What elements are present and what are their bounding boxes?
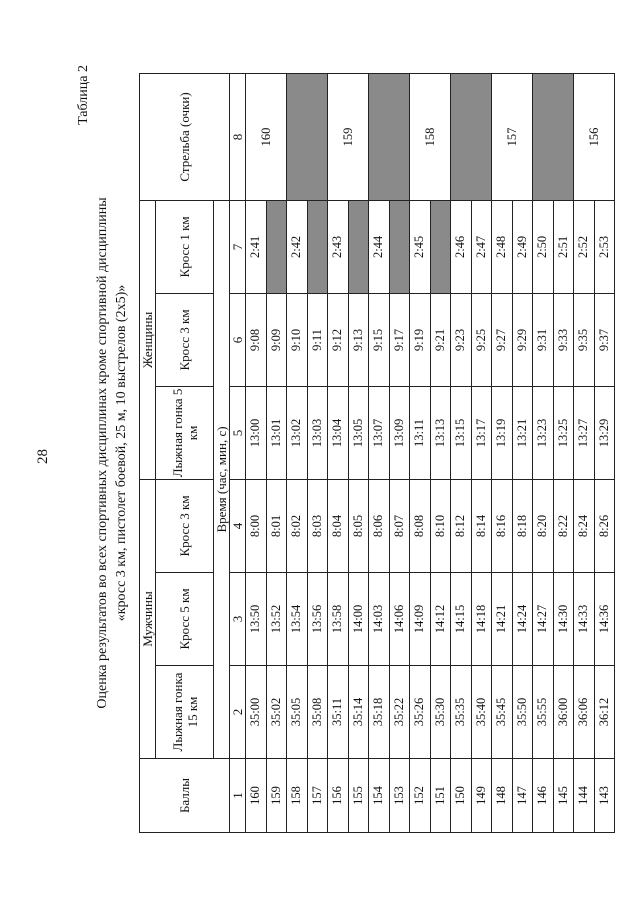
table-caption-line2: «кросс 3 км, пистолет боевой, 25 м, 10 выстрелов (2х5)» [114, 284, 129, 621]
ski-15km-cell: 35:55 [533, 665, 554, 758]
cross-1km-cell: 2:51 [553, 200, 574, 293]
shooting-points-cell [287, 73, 328, 200]
cross-5km-cell: 14:12 [430, 572, 451, 665]
cross-3km-women-cell: 9:19 [410, 293, 431, 386]
cross-3km-women-cell: 9:31 [533, 293, 554, 386]
ski-15km-cell: 35:30 [430, 665, 451, 758]
cross-3km-women-cell: 9:37 [594, 293, 615, 386]
header-cross-3km-women: Кросс 3 км [156, 293, 214, 386]
ski-5km-cell: 13:23 [533, 386, 554, 479]
ski-15km-cell: 35:02 [266, 665, 287, 758]
cross-1km-cell: 2:47 [471, 200, 492, 293]
points-cell: 152 [410, 758, 431, 832]
results-table [139, 73, 615, 833]
column-number: 8 [230, 73, 246, 200]
ski-15km-cell: 36:00 [553, 665, 574, 758]
cross-3km-women-cell: 9:33 [553, 293, 574, 386]
table-row [369, 73, 390, 832]
points-cell: 155 [348, 758, 369, 832]
ski-5km-cell: 13:15 [451, 386, 472, 479]
cross-3km-women-cell: 9:35 [574, 293, 595, 386]
points-cell: 146 [533, 758, 554, 832]
ski-5km-cell: 13:27 [574, 386, 595, 479]
cross-3km-men-cell: 8:01 [266, 479, 287, 572]
points-cell: 158 [287, 758, 308, 832]
header-cross-1km: Кросс 1 км [156, 200, 214, 293]
cross-1km-cell [307, 200, 328, 293]
points-cell: 143 [594, 758, 615, 832]
cross-3km-men-cell: 8:12 [451, 479, 472, 572]
cross-3km-women-cell: 9:27 [492, 293, 513, 386]
points-cell: 157 [307, 758, 328, 832]
cross-3km-women-cell: 9:12 [328, 293, 349, 386]
cross-1km-cell: 2:46 [451, 200, 472, 293]
header-ski-5km: Лыжная гонка 5 км [156, 386, 214, 479]
cross-5km-cell: 14:36 [594, 572, 615, 665]
ski-5km-cell: 13:09 [389, 386, 410, 479]
ski-5km-cell: 13:04 [328, 386, 349, 479]
cross-3km-men-cell: 8:00 [246, 479, 267, 572]
table-row [246, 73, 267, 832]
cross-5km-cell: 13:50 [246, 572, 267, 665]
cross-3km-women-cell: 9:11 [307, 293, 328, 386]
points-cell: 160 [246, 758, 267, 832]
column-number: 3 [230, 572, 246, 665]
ski-5km-cell: 13:05 [348, 386, 369, 479]
cross-5km-cell: 13:52 [266, 572, 287, 665]
shooting-points-cell [369, 73, 410, 200]
cross-3km-men-cell: 8:24 [574, 479, 595, 572]
column-number: 4 [230, 479, 246, 572]
cross-1km-cell: 2:45 [410, 200, 431, 293]
table-row [574, 73, 595, 832]
cross-3km-women-cell: 9:21 [430, 293, 451, 386]
cross-1km-cell [348, 200, 369, 293]
table-body [246, 73, 615, 832]
ski-15km-cell: 35:45 [492, 665, 513, 758]
cross-5km-cell: 13:54 [287, 572, 308, 665]
cross-1km-cell: 2:41 [246, 200, 267, 293]
ski-5km-cell: 13:21 [512, 386, 533, 479]
points-cell: 154 [369, 758, 390, 832]
points-cell: 156 [328, 758, 349, 832]
cross-5km-cell: 14:21 [492, 572, 513, 665]
cross-3km-women-cell: 9:25 [471, 293, 492, 386]
column-number-row [230, 73, 246, 832]
points-cell: 148 [492, 758, 513, 832]
ski-5km-cell: 13:13 [430, 386, 451, 479]
cross-5km-cell: 14:30 [553, 572, 574, 665]
ski-5km-cell: 13:02 [287, 386, 308, 479]
shooting-points-cell: 160 [246, 73, 287, 200]
cross-3km-men-cell: 8:02 [287, 479, 308, 572]
cross-5km-cell: 14:06 [389, 572, 410, 665]
column-number: 6 [230, 293, 246, 386]
table-row [492, 73, 513, 832]
cross-5km-cell: 14:18 [471, 572, 492, 665]
cross-1km-cell: 2:49 [512, 200, 533, 293]
cross-3km-men-cell: 8:04 [328, 479, 349, 572]
column-number: 5 [230, 386, 246, 479]
cross-5km-cell: 14:15 [451, 572, 472, 665]
ski-15km-cell: 35:05 [287, 665, 308, 758]
cross-3km-women-cell: 9:09 [266, 293, 287, 386]
cross-3km-men-cell: 8:05 [348, 479, 369, 572]
cross-1km-cell: 2:44 [369, 200, 390, 293]
ski-5km-cell: 13:17 [471, 386, 492, 479]
header-points: Баллы [140, 758, 230, 832]
cross-3km-women-cell: 9:23 [451, 293, 472, 386]
shooting-points-cell: 158 [410, 73, 451, 200]
ski-15km-cell: 35:26 [410, 665, 431, 758]
cross-5km-cell: 14:33 [574, 572, 595, 665]
table-row [410, 73, 431, 832]
ski-5km-cell: 13:25 [553, 386, 574, 479]
cross-3km-women-cell: 9:10 [287, 293, 308, 386]
ski-15km-cell: 36:12 [594, 665, 615, 758]
cross-3km-men-cell: 8:07 [389, 479, 410, 572]
cross-3km-women-cell: 9:17 [389, 293, 410, 386]
points-cell: 144 [574, 758, 595, 832]
cross-3km-women-cell: 9:15 [369, 293, 390, 386]
cross-1km-cell [430, 200, 451, 293]
ski-5km-cell: 13:01 [266, 386, 287, 479]
cross-5km-cell: 13:56 [307, 572, 328, 665]
header-time-unit: Время (час, мин, с) [214, 200, 230, 758]
cross-3km-women-cell: 9:29 [512, 293, 533, 386]
cross-3km-men-cell: 8:03 [307, 479, 328, 572]
header-men: Мужчины [140, 479, 156, 758]
cross-3km-men-cell: 8:06 [369, 479, 390, 572]
ski-15km-cell: 36:06 [574, 665, 595, 758]
shooting-points-cell: 157 [492, 73, 533, 200]
cross-1km-cell: 2:52 [574, 200, 595, 293]
cross-1km-cell: 2:42 [287, 200, 308, 293]
shooting-points-cell [533, 73, 574, 200]
cross-5km-cell: 14:24 [512, 572, 533, 665]
column-number: 2 [230, 665, 246, 758]
ski-15km-cell: 35:08 [307, 665, 328, 758]
cross-3km-men-cell: 8:16 [492, 479, 513, 572]
ski-15km-cell: 35:14 [348, 665, 369, 758]
cross-5km-cell: 13:58 [328, 572, 349, 665]
points-cell: 149 [471, 758, 492, 832]
header-cross-3km-men: Кросс 3 км [156, 479, 214, 572]
cross-1km-cell: 2:50 [533, 200, 554, 293]
cross-5km-cell: 14:27 [533, 572, 554, 665]
cross-3km-men-cell: 8:22 [553, 479, 574, 572]
ski-5km-cell: 13:29 [594, 386, 615, 479]
header-women: Женщины [140, 200, 156, 479]
ski-5km-cell: 13:03 [307, 386, 328, 479]
header-cross-5km: Кросс 5 км [156, 572, 214, 665]
points-cell: 151 [430, 758, 451, 832]
ski-15km-cell: 35:00 [246, 665, 267, 758]
cross-3km-men-cell: 8:18 [512, 479, 533, 572]
header-ski-15km: Лыжная гонка 15 км [156, 665, 214, 758]
cross-3km-men-cell: 8:26 [594, 479, 615, 572]
cross-5km-cell: 14:03 [369, 572, 390, 665]
ski-5km-cell: 13:00 [246, 386, 267, 479]
table-row [287, 73, 308, 832]
table-label: Таблица 2 [76, 64, 91, 125]
ski-15km-cell: 35:50 [512, 665, 533, 758]
ski-15km-cell: 35:40 [471, 665, 492, 758]
points-cell: 159 [266, 758, 287, 832]
points-cell: 153 [389, 758, 410, 832]
cross-5km-cell: 14:09 [410, 572, 431, 665]
page-number: 28 [35, 449, 51, 464]
cross-3km-women-cell: 9:08 [246, 293, 267, 386]
shooting-points-cell: 159 [328, 73, 369, 200]
header-shooting: Стрельба (очки) [140, 73, 230, 200]
ski-5km-cell: 13:19 [492, 386, 513, 479]
points-cell: 147 [512, 758, 533, 832]
ski-15km-cell: 35:11 [328, 665, 349, 758]
shooting-points-cell [451, 73, 492, 200]
cross-5km-cell: 14:00 [348, 572, 369, 665]
ski-5km-cell: 13:11 [410, 386, 431, 479]
cross-1km-cell [389, 200, 410, 293]
ski-15km-cell: 35:18 [369, 665, 390, 758]
ski-5km-cell: 13:07 [369, 386, 390, 479]
cross-1km-cell: 2:48 [492, 200, 513, 293]
cross-1km-cell [266, 200, 287, 293]
ski-15km-cell: 35:35 [451, 665, 472, 758]
cross-1km-cell: 2:53 [594, 200, 615, 293]
cross-3km-men-cell: 8:10 [430, 479, 451, 572]
table-caption-line1: Оценка результатов во всех спортивных дисциплинах кроме спортивной дисциплины [95, 196, 110, 709]
cross-3km-men-cell: 8:14 [471, 479, 492, 572]
rotated-page-content [76, 61, 611, 845]
table-row [533, 73, 554, 832]
cross-3km-men-cell: 8:08 [410, 479, 431, 572]
cross-3km-men-cell: 8:20 [533, 479, 554, 572]
table-row [328, 73, 349, 832]
table-row [451, 73, 472, 832]
cross-1km-cell: 2:43 [328, 200, 349, 293]
cross-3km-women-cell: 9:13 [348, 293, 369, 386]
points-cell: 150 [451, 758, 472, 832]
ski-15km-cell: 35:22 [389, 665, 410, 758]
column-number: 1 [230, 758, 246, 832]
column-number: 7 [230, 200, 246, 293]
shooting-points-cell: 156 [574, 73, 615, 200]
points-cell: 145 [553, 758, 574, 832]
